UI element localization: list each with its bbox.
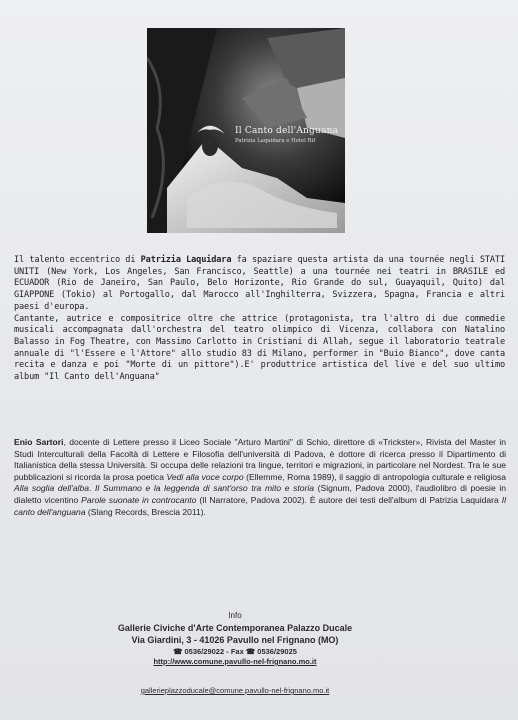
- fax-number: 0536/29025: [257, 647, 297, 656]
- info-label: Info: [228, 611, 242, 620]
- fax-icon: ☎: [245, 647, 256, 656]
- bio-patrizia-text-2: Cantante, autrice e compositrice oltre che attrice (protagonista, tra l'altro di due commedie musicali accompagnata dall'orchestra del teatro olimpico di Vicenza, collabora con Natalino Balasso in Fog Theatre, con Massimo Carlotto in Cristiani di Allah, segue il laboratorio teatrale annuale di "l'Essere e l'Attore" allo studio 83 di Milano, performer in "Buio Bianco", dove canta recita e danza e poi "Morte di un pittore").E' produttrice artistica del live e del suo ultimo album "Il Canto dell'Anguana": [14, 313, 505, 383]
- email-link[interactable]: gallerieplazzoducale@comune.pavullo-nel-frignano.mo.it: [140, 686, 330, 695]
- phone-fax-line: [60, 647, 410, 657]
- bio-paragraph-enio: [14, 437, 506, 518]
- contact-footer: [60, 611, 410, 667]
- phone-icon: ☎: [173, 647, 183, 656]
- bio-enio-text: Enio Sartori, docente di Lettere presso il Liceo Sociale "Arturo Martini" di Schio, direttore di «Trickster», Rivista del Master in Studi Interculturali della Facoltà di Lettere e Filosofia dell'università di Padova, è dottore di ricerca presso il Dipartimento di Italianistica della stessa Università. Si occupa delle relazioni tra lingue, territori e migrazioni, in particolare nel Nordest. Tra le sue pubblicazioni si ricorda la prosa poetica Vedi alla voce corpo (Ellemme, Roma 1989), il saggio di antropologia culturale e religiosa Alla soglia dell'alba. Il Summano e la leggenda di sant'orso tra mito e storia (Signum, Padova 2000), l'audiolibro di poesie in dialetto vicentino Parole suonate in controcanto (Il Narratore, Padova 2002). È autore dei testi dell'album di Patrizia Laquidara Il canto dell'anguana (Slang Records, Brescia 2011).: [14, 437, 506, 517]
- fax-label: - Fax: [226, 647, 244, 656]
- album-cover-image: [147, 28, 345, 233]
- website-link[interactable]: http://www.comune.pavullo-nel-frignano.mo.it: [153, 657, 317, 666]
- gallery-name: Gallerie Civiche d'Arte Contemporanea Palazzo Ducale: [117, 623, 353, 633]
- album-cover-subtitle: Patrizia Laquidara e Hotel Rif: [235, 138, 316, 144]
- bio-paragraph-patrizia: [14, 255, 505, 384]
- gallery-address: Via Giardini, 3 - 41026 Pavullo nel Frignano (MO): [131, 635, 339, 645]
- bio-patrizia-text-1: Il talento eccentrico di Patrizia Laquidara fa spaziare questa artista da una tournée negli STATI UNITI (New York, Los Angeles, San Francisco, Seattle) a una tournée nei teatri in BRASILE ed ECUADOR (Rio de Janeiro, San Paulo, Belo Horizonte, Rio Grande do sul, Guayaquil, Quito) dal GIAPPONE (Tokio) al Portogallo, dal Marocco all'Inghilterra, Svizzera, Spagna, Francia e altri paesi d'europa.: [14, 255, 505, 312]
- phone-number: 0536/29022: [184, 647, 225, 656]
- author-name: Enio Sartori: [14, 437, 64, 447]
- album-cover-title: Il Canto dell'Anguana: [235, 126, 339, 136]
- artist-name: Patrizia Laquidara: [140, 255, 232, 265]
